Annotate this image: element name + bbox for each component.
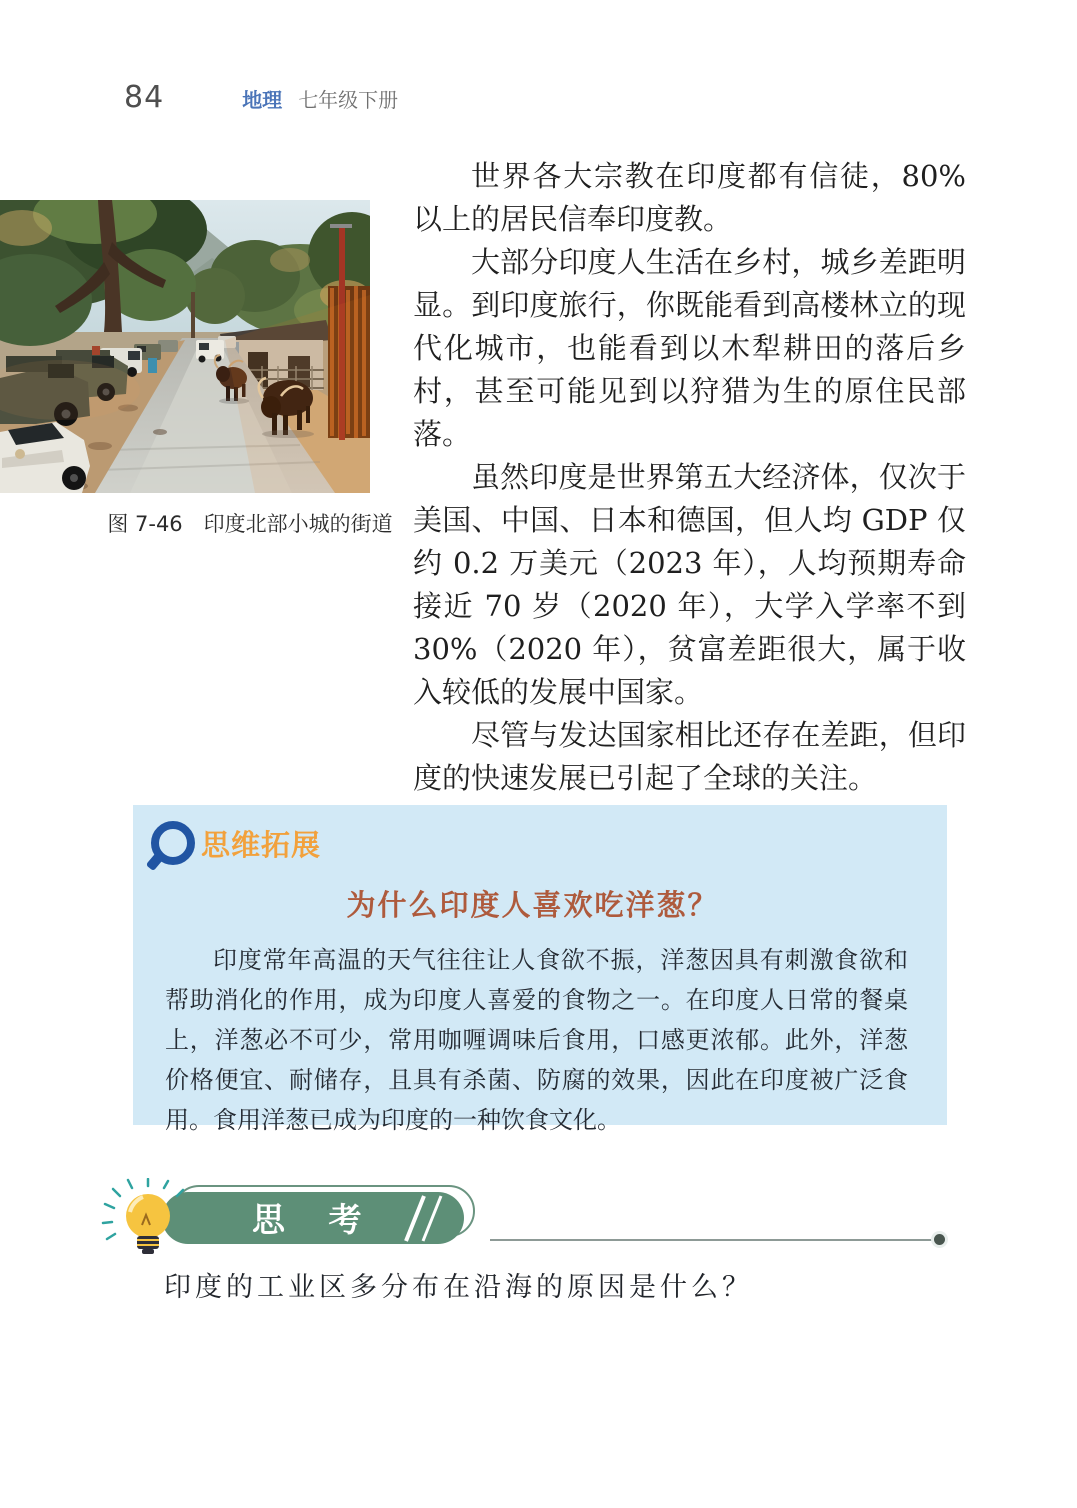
page-number: 84 (124, 80, 165, 115)
volume-label: 七年级下册 (298, 88, 399, 112)
expansion-box-body: 印度常年高温的天气往往让人食欲不振，洋葱因具有刺激食欲和帮助消化的作用，成为印度人喜爱的食物之一。在印度人日常的餐桌上，洋葱必不可少，常用咖喱调味后食用，口感更浓郁。此外，洋葱价格便宜、耐储存，且具有杀菌、防腐的效果，因此在印度被广泛食用。食用洋葱已成为印度的一种饮食文化。 (165, 946, 908, 1134)
magnifier-icon (151, 821, 195, 865)
think-banner-label: 思 考 (252, 1200, 378, 1239)
expansion-box-title: 为什么印度人喜欢吃洋葱？ (346, 888, 719, 922)
think-banner (100, 1178, 490, 1258)
paragraph-economy: 虽然印度是世界第五大经济体，仅次于美国、中国、日本和德国，但人均 GDP 仅约 0.2 万美元（2023 年），人均预期寿命接近 70 岁（2020 年），大学入学率不到 30%（2020 年），贫富差距很大，属于收入较低的发展中国家。 (413, 460, 966, 709)
think-question: 印度的工业区多分布在沿海的原因是什么？ (164, 1272, 753, 1303)
figure-caption: 图 7-46 印度北部小城的街道 (107, 512, 393, 536)
think-divider-line (490, 1239, 938, 1241)
paragraph-development: 尽管与发达国家相比还存在差距，但印度的快速发展已引起了全球的关注。 (413, 718, 966, 795)
figure-photo (0, 200, 370, 493)
paragraph-rural-urban: 大部分印度人生活在乡村，城乡差距明显。到印度旅行，你既能看到高楼林立的现代化城市，也能看到以木犁耕田的落后乡村，甚至可能见到以狩猎为生的原住民部落。 (413, 245, 966, 451)
main-text (413, 155, 966, 800)
street-photo-illustration (0, 200, 370, 493)
expansion-box-header (151, 821, 914, 865)
expansion-box-label: 思维拓展 (201, 827, 322, 862)
subject-label: 地理 (242, 88, 283, 112)
think-divider-dot (934, 1234, 945, 1245)
expansion-box (133, 805, 947, 1134)
paragraph-religion: 世界各大宗教在印度都有信徒，80% 以上的居民信奉印度教。 (413, 159, 966, 236)
page-header (124, 80, 398, 115)
